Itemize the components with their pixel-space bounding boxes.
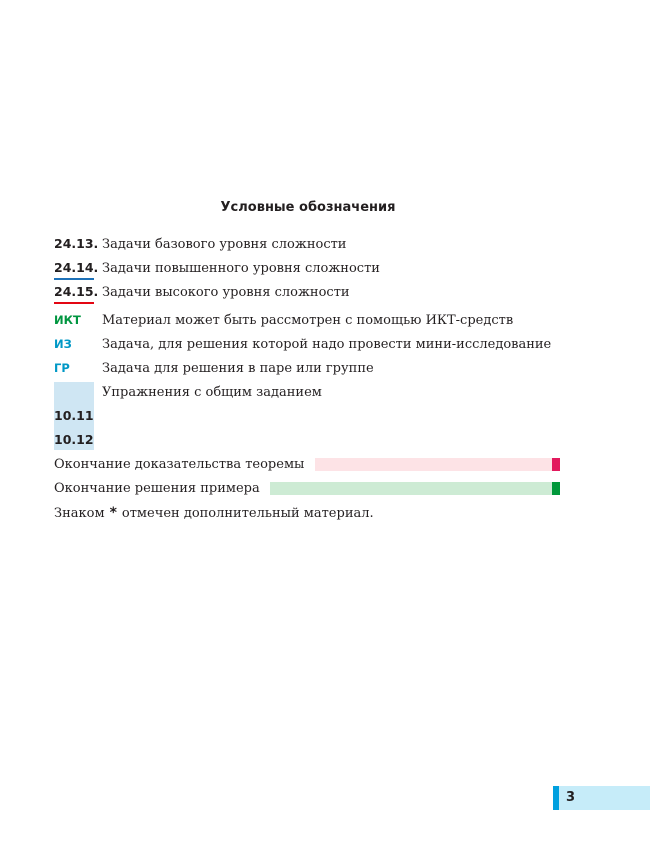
extra-text-before: Знаком bbox=[54, 505, 105, 521]
legend-text-high: Задачи высокого уровня сложности bbox=[102, 284, 350, 300]
legend-row-high bbox=[54, 282, 350, 302]
star-icon: * bbox=[109, 505, 117, 521]
legend-text-advanced: Задачи повышенного уровня сложности bbox=[102, 260, 380, 276]
legend-row-proof-end bbox=[54, 454, 304, 474]
ikt-tag: ИКТ bbox=[54, 313, 81, 327]
proof-end-bar bbox=[315, 458, 552, 471]
legend-row-example-end bbox=[54, 478, 260, 498]
extra-text-after: отмечен дополнительный материал. bbox=[121, 505, 374, 521]
proof-end-marker bbox=[552, 458, 560, 471]
page-number-accent bbox=[553, 786, 559, 810]
legend-text-gr: Задача для решения в паре или группе bbox=[102, 360, 374, 376]
iz-tag: ИЗ bbox=[54, 337, 72, 351]
exercise-number-2: 10.12 bbox=[54, 432, 94, 447]
blue-underline bbox=[54, 278, 94, 281]
legend-row-ikt bbox=[54, 310, 513, 330]
legend-text-proof-end: Окончание доказательства теоремы bbox=[54, 456, 305, 472]
legend-row-exercises bbox=[102, 382, 322, 402]
legend-text-exercises: Упражнения с общим заданием bbox=[102, 384, 322, 400]
page-number: 3 bbox=[566, 790, 576, 805]
task-number-basic: 24.13. bbox=[54, 236, 99, 251]
legend-text-ikt: Материал может быть рассмотрен с помощью ИКТ-средств bbox=[102, 312, 514, 328]
legend-text-example-end: Окончание решения примера bbox=[54, 480, 260, 496]
red-underline bbox=[54, 302, 94, 305]
legend-row-gr bbox=[54, 358, 374, 378]
exercise-number-1: 10.11 bbox=[54, 408, 94, 423]
task-number-high: 24.15. bbox=[54, 284, 102, 300]
legend-row-iz bbox=[54, 334, 551, 354]
legend-row-basic bbox=[54, 234, 346, 254]
example-end-bar bbox=[270, 482, 552, 495]
gr-tag: ГР bbox=[54, 361, 70, 375]
legend-text-iz: Задача, для решения которой надо провести мини-исследование bbox=[102, 336, 552, 352]
example-end-marker bbox=[552, 482, 560, 495]
page-title: Условные обозначения bbox=[220, 200, 396, 215]
legend-row-extra bbox=[54, 503, 374, 523]
legend-text-basic: Задачи базового уровня сложности bbox=[102, 236, 347, 252]
legend-row-advanced bbox=[54, 258, 380, 278]
task-number-advanced: 24.14. bbox=[54, 260, 102, 276]
